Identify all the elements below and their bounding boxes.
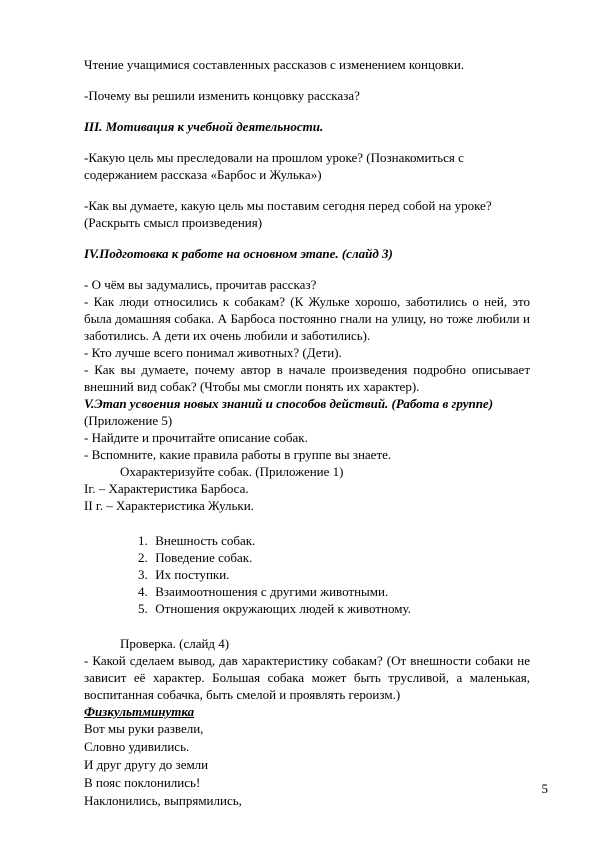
list-item: 3. Их поступки. (138, 567, 230, 582)
paragraph-group-rules: - Вспомните, какие правила работы в группе вы знаете. (84, 447, 392, 462)
paragraph-goal-previous-line1: -Какую цель мы преследовали на прошлом уроке? (Познакомиться с (84, 150, 464, 165)
characteristics-list (84, 532, 530, 617)
paragraph-characterize: Охарактеризуйте собак. (Приложение 1) (120, 464, 344, 479)
paragraph-group-2: II г. – Характеристика Жульки. (84, 498, 254, 513)
poem-line: В пояс поклонились! (84, 775, 201, 790)
paragraph-reading: Чтение учащимися составленных рассказов с изменением концовки. (84, 57, 465, 72)
paragraph-who-understood: - Кто лучше всего понимал животных? (Дети). (84, 345, 342, 360)
paragraph-group-1: Iг. – Характеристика Барбоса. (84, 481, 249, 496)
paragraph-conclusion: - Какой сделаем вывод, дав характеристику собакам? (От внешности собаки не зависит её характер. Большая собака может быть трусливой, а маленькая, воспитанная собачка, быть смелой и проявлять героизм.) (84, 653, 530, 702)
paragraph-check: Проверка. (слайд 4) (120, 636, 230, 651)
paragraph-goal-previous-line2: содержанием рассказа «Барбос и Жулька») (84, 167, 322, 182)
paragraph-goal-today-line1: -Как вы думаете, какую цель мы поставим сегодня перед собой на уроке? (84, 198, 492, 213)
paragraph-appendix-5: (Приложение 5) (84, 413, 173, 428)
paragraph-what-thought: - О чём вы задумались, прочитав рассказ? (84, 277, 317, 292)
paragraph-people-dogs: - Как люди относились к собакам? (К Жульке хорошо, заботились о ней, это была домашняя собака. А Барбоса постоянно гнали на улицу, но тоже любили и заботились. А дети их очень любили и заботились). (84, 294, 530, 343)
poem-line: И друг другу до земли (84, 757, 209, 772)
paragraph-question-ending: -Почему вы решили изменить концовку рассказа? (84, 88, 360, 103)
list-item: 1. Внешность собак. (138, 533, 256, 548)
paragraph-author-description: - Как вы думаете, почему автор в начале произведения подробно описывает внешний вид собак? (Чтобы мы смогли понять их характер). (84, 362, 530, 394)
section-heading-motivation: III. Мотивация к учебной деятельности. (84, 119, 324, 134)
poem-line: Вот мы руки развели, (84, 721, 204, 736)
page-number: 5 (541, 781, 548, 796)
section-heading-preparation: IV.Подготовка к работе на основном этапе. (слайд 3) (84, 246, 393, 261)
poem-line: Словно удивились. (84, 739, 190, 754)
section-heading-new-knowledge: V.Этап усвоения новых знаний и способов действий. (Работа в группе) (84, 396, 494, 411)
paragraph-goal-today-line2: (Раскрыть смысл произведения) (84, 215, 263, 230)
section-heading-exercise: Физкультминутка (84, 704, 195, 719)
exercise-poem (84, 720, 530, 810)
list-item: 4. Взаимоотношения с другими животными. (138, 584, 389, 599)
paragraph-find-description: - Найдите и прочитайте описание собак. (84, 430, 308, 445)
poem-line: Наклонились, выпрямились, (84, 793, 242, 808)
list-item: 5. Отношения окружающих людей к животному. (138, 601, 411, 616)
document-body (84, 56, 530, 810)
list-item: 2. Поведение собак. (138, 550, 253, 565)
